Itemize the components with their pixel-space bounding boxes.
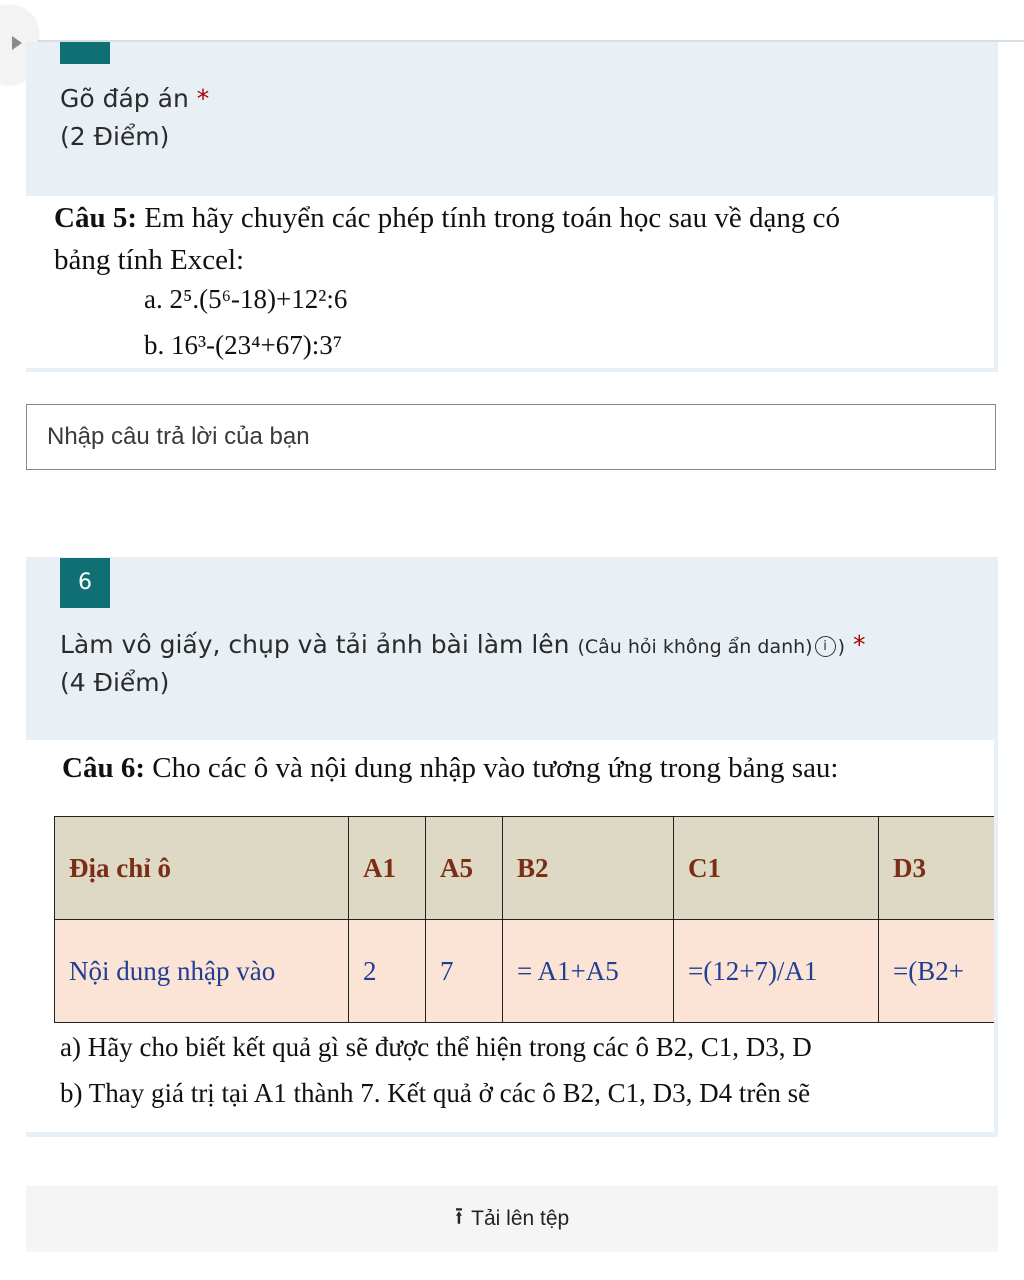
table-cell: 2	[349, 920, 426, 1023]
table-cell: 7	[426, 920, 503, 1023]
play-icon	[12, 36, 22, 50]
upload-file-button[interactable]	[26, 1186, 998, 1252]
table-cell: =(B2+	[879, 920, 995, 1023]
table-header-cell: A5	[426, 817, 503, 920]
table-row	[55, 920, 995, 1023]
question-6-points: (4 Điểm)	[60, 668, 170, 697]
question-5-points: (2 Điểm)	[60, 122, 170, 151]
question-6-image: Câu 6: Cho các ô và nội dung nhập vào tương ứng trong bảng sau: Địa chỉ ô A1 A5 B2 C1 D3 Nội dung nhập vào 2 7 = A1+A5 =(12+7)/A1 =(B2+ a) Hãy cho biết kết quả gì sẽ được thể hiện trong các ô B2, C1, D3, D b) Thay giá trị tại A1 thành 7. Kết quả ở các ô B2, C1, D3, D4 trên sẽ	[26, 740, 994, 1132]
info-icon[interactable]: i	[815, 636, 836, 657]
table-cell: Nội dung nhập vào	[55, 920, 349, 1023]
question-6-line-a: a) Hãy cho biết kết quả gì sẽ được thể hiện trong các ô B2, C1, D3, D	[60, 1032, 812, 1062]
table-header-cell: D3	[879, 817, 995, 920]
table-header-cell: C1	[674, 817, 879, 920]
question-5-title: Gõ đáp án *	[60, 84, 210, 113]
table-header-cell: Địa chỉ ô	[55, 817, 349, 920]
upload-icon: ⭱	[454, 1202, 464, 1230]
excel-table	[54, 816, 994, 1023]
table-header-cell: B2	[503, 817, 674, 920]
upload-label: Tải lên tệp	[471, 1207, 570, 1230]
question-5-image: Câu 5: Em hãy chuyển các phép tính trong toán học sau về dạng có bảng tính Excel: a. 2⁵.(5⁶-18)+12²:6 b. 16³-(23⁴+67):3⁷	[26, 196, 994, 368]
table-cell: = A1+A5	[503, 920, 674, 1023]
top-bar	[0, 0, 1024, 42]
question-6-title: Làm vô giấy, chụp và tải ảnh bài làm lên (Câu hỏi không ẩn danh) i ) *	[60, 630, 866, 659]
table-header-cell: A1	[349, 817, 426, 920]
table-header-row	[55, 817, 995, 920]
required-star: *	[852, 630, 866, 659]
required-star: *	[196, 84, 210, 113]
question-6-number: 6	[60, 558, 110, 608]
question-6-line-b: b) Thay giá trị tại A1 thành 7. Kết quả ở các ô B2, C1, D3, D4 trên sẽ	[60, 1078, 811, 1108]
answer-input[interactable]	[26, 404, 996, 470]
table-cell: =(12+7)/A1	[674, 920, 879, 1023]
question-5-number-tab	[60, 42, 110, 64]
